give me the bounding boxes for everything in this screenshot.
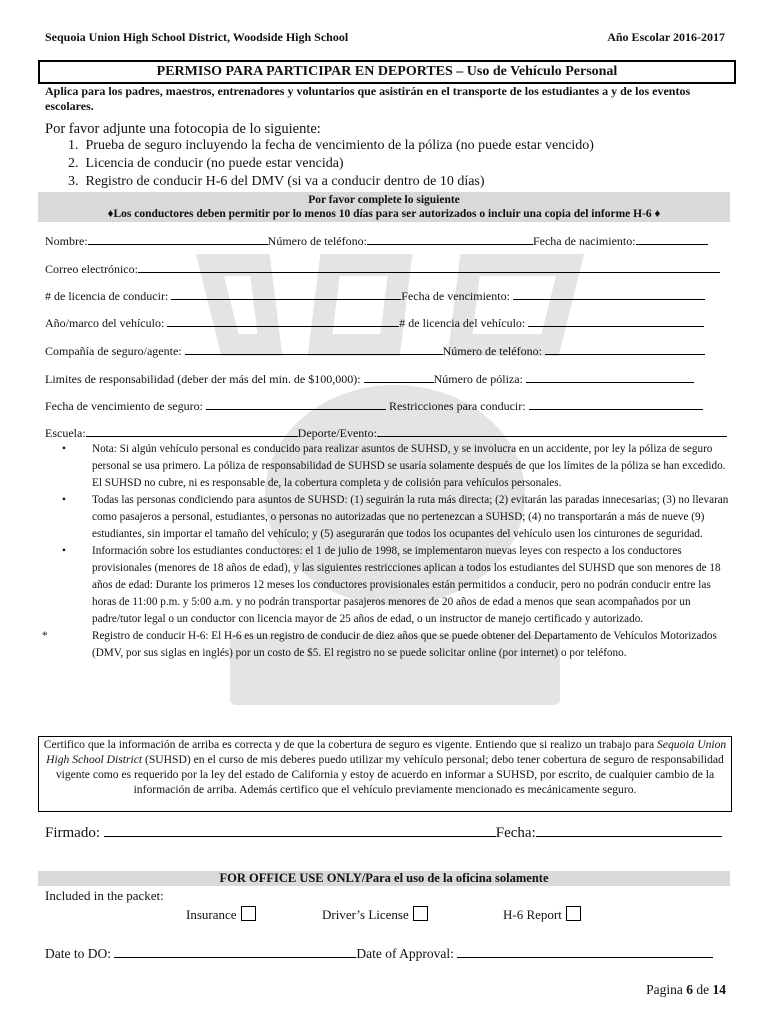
applies-to-text: Aplica para los padres, maestros, entrenadores y voluntarios que asistirán en el transporte de los estudiantes a y de los eventos escolares. xyxy=(45,84,691,113)
approval-date-field[interactable] xyxy=(457,944,713,958)
notice-line-2: ♦Los conductores deben permitir por lo menos 10 días para ser autorizados o incluir una copia del informe H-6 ♦ xyxy=(107,208,661,220)
asterisk-mark: * xyxy=(42,630,48,642)
school-year: Año Escolar 2016-2017 xyxy=(607,30,725,44)
bullet-mark: • xyxy=(62,545,66,557)
insurance-company-label: Compañía de seguro/agente: xyxy=(45,344,182,358)
name-field[interactable] xyxy=(88,232,268,245)
certification-box xyxy=(38,736,732,812)
office-use-title: FOR OFFICE USE ONLY/Para el uso de la oficina solamente xyxy=(38,871,730,886)
office-dates-row xyxy=(45,944,713,962)
insurance-expiry-label: Fecha de vencimiento de seguro: xyxy=(45,399,203,413)
row-school xyxy=(45,424,727,441)
row-name xyxy=(45,232,708,249)
insurance-company-field[interactable] xyxy=(185,342,443,355)
note-drivers xyxy=(62,492,734,543)
driving-restrictions-label: Restricciones para conducir: xyxy=(388,399,526,413)
notice-bar xyxy=(38,192,730,222)
date-to-do-label: Date to DO: xyxy=(45,946,111,961)
date-field[interactable] xyxy=(536,822,722,837)
school-label: Escuela: xyxy=(45,426,86,440)
row-insurance-expiry xyxy=(45,397,703,414)
expiration-label: Fecha de vencimiento: xyxy=(401,289,510,303)
row-vehicle xyxy=(45,314,704,331)
h6-check-group xyxy=(503,906,581,923)
email-label: Correo electrónico: xyxy=(45,262,138,276)
row-limits xyxy=(45,370,694,387)
page-of: de xyxy=(696,982,710,997)
insurance-expiry-field[interactable] xyxy=(206,397,386,410)
note-h6 xyxy=(42,628,734,662)
row-email xyxy=(45,260,720,277)
note-insurance xyxy=(62,441,734,492)
current-page: 6 xyxy=(686,982,693,997)
requirement-1: 1. Prueba de seguro incluyendo la fecha de vencimiento de la póliza (no puede estar vencido) xyxy=(68,138,594,153)
sport-label: Deporte/Evento: xyxy=(297,426,377,440)
signature-field[interactable] xyxy=(104,822,496,837)
certification-district: Sequoia Union High School District xyxy=(46,738,727,766)
h6-checkbox[interactable] xyxy=(566,906,581,921)
signed-label: Firmado: xyxy=(45,825,100,841)
license-field[interactable] xyxy=(171,287,401,300)
insurance-check-label: Insurance xyxy=(186,907,237,922)
total-pages: 14 xyxy=(712,982,726,997)
date-label: Fecha: xyxy=(495,825,536,841)
district-header: Sequoia Union High School District, Woodside High School xyxy=(45,30,349,44)
date-to-do-field[interactable] xyxy=(114,944,356,958)
email-field[interactable] xyxy=(138,260,720,273)
birthdate-field[interactable] xyxy=(636,232,708,245)
birthdate-label: Fecha de nacimiento: xyxy=(532,234,636,248)
bullet-mark: • xyxy=(62,443,66,455)
h6-check-label: H-6 Report xyxy=(503,907,562,922)
vehicle-make-label: Año/marco del vehículo: xyxy=(45,316,165,330)
note-text: Información sobre los estudiantes conductores: el 1 de julio de 1998, se implementaron nuevas leyes con respecto a los conductores provisionales (menores de 18 años de edad), y las siguientes restricciones aplican a todos los estudiantes del SUHSD que son menores de 18 años de edad: Durante los primeros 12 meses los conductores provisionales están permitidos a conducir, pero no podrán conducir entre las horas de 11:00 p.m. y 5:00 a.m. y no podrán transportar pasajeros menores de 20 años de edad a menos que sean acompañados por un padre/tutor legal o un conductor con licencia mayor de 25 años de edad, o un instructor de manejo certificado y autorizado. xyxy=(92,545,721,625)
policy-number-field[interactable] xyxy=(526,370,694,383)
phone-label: Número de teléfono: xyxy=(267,234,367,248)
vehicle-make-field[interactable] xyxy=(167,314,399,327)
sport-field[interactable] xyxy=(377,424,727,437)
attach-instructions: Por favor adjunte una fotocopia de lo siguiente: xyxy=(45,121,321,137)
license-check-group xyxy=(322,906,428,923)
license-check-label: Driver’s License xyxy=(322,907,409,922)
certification-text-1: Certifico que la información de arriba es correcta y de que la cobertura de seguro es vigente. Entiendo que si realizo un trabajo para xyxy=(43,738,657,751)
signature-row xyxy=(45,822,722,842)
insurance-check-group xyxy=(186,906,256,923)
insurance-checkbox[interactable] xyxy=(241,906,256,921)
liability-limits-field[interactable] xyxy=(364,370,434,383)
policy-number-label: Número de póliza: xyxy=(433,372,523,386)
note-student-drivers xyxy=(62,543,734,628)
expiration-field[interactable] xyxy=(513,287,705,300)
school-field[interactable] xyxy=(86,424,298,437)
page-number xyxy=(646,982,726,998)
form-title: PERMISO PARA PARTICIPAR EN DEPORTES – Uso de Vehículo Personal xyxy=(38,60,736,84)
license-label: # de licencia de conducir: xyxy=(45,289,169,303)
approval-date-label: Date of Approval: xyxy=(356,946,454,961)
included-label: Included in the packet: xyxy=(45,888,164,903)
insurance-phone-label: Número de teléfono: xyxy=(442,344,542,358)
requirement-2: 2. Licencia de conducir (no puede estar vencida) xyxy=(68,156,344,171)
notice-line-1: Por favor complete lo siguiente xyxy=(308,194,460,206)
page-word: Pagina xyxy=(646,982,683,997)
liability-limits-label: Limites de responsabilidad (deber der más del min. de $100,000): xyxy=(45,372,361,386)
name-label: Nombre: xyxy=(45,234,88,248)
row-license xyxy=(45,287,705,304)
row-insurance xyxy=(45,342,705,359)
phone-field[interactable] xyxy=(367,232,533,245)
bullet-mark: • xyxy=(62,494,66,506)
driving-restrictions-field[interactable] xyxy=(529,397,703,410)
vehicle-plate-field[interactable] xyxy=(528,314,704,327)
certification-text-2: (SUHSD) en el curso de mis deberes puedo utilizar my vehículo personal; debo tener cobertura de seguro de responsabilidad vigente como es requerido por la ley del estado de California y estoy de acuerdo en informar a SUHSD, por escrito, de cualquier cambio de la información de arriba. Además certifico que el vehículo previamente mencionado es mecánicamente seguro. xyxy=(55,753,724,796)
requirement-3: 3. Registro de conducir H-6 del DMV (si va a conducir dentro de 10 días) xyxy=(68,174,485,189)
insurance-phone-field[interactable] xyxy=(545,342,705,355)
note-text: Todas las personas condiciendo para asuntos de SUHSD: (1) seguirán la ruta más directa; (2) evitarán las paradas innecesarias; (3) no llevaran como pasajeros a personal, estudiantes, o personas no autorizadas que no pertenezcan a SUHSD; (4) no transportarán a más de nueve (9) estudiantes, sin importar el tamaño del vehículo; y (5) asegurarán que todos los ocupantes del vehículo usen los cinturones de seguridad. xyxy=(92,494,729,540)
notes-list xyxy=(42,441,734,662)
note-text: Registro de conducir H-6: El H-6 es un registro de conducir de diez años que se puede obtener del Departamento de Vehículos Motorizados (DMV, por sus siglas en inglés) por un costo de $5. El registro no se puede solicitar online (por internet) o por teléfono. xyxy=(92,630,717,659)
note-text: Nota: Si algún vehículo personal es conducido para realizar asuntos de SUHSD, y se involucra en un accidente, por ley la póliza de seguro personal se usa primero. La póliza de responsabilidad de SUHSD se usaría solamente después de que los límites de la póliza se han excedido. El SUHSD no cubre, ni es responsable de, la cobertura completa y de colisión para vehículos personales. xyxy=(92,443,726,489)
vehicle-plate-label: # de licencia del vehículo: xyxy=(399,316,526,330)
license-checkbox[interactable] xyxy=(413,906,428,921)
